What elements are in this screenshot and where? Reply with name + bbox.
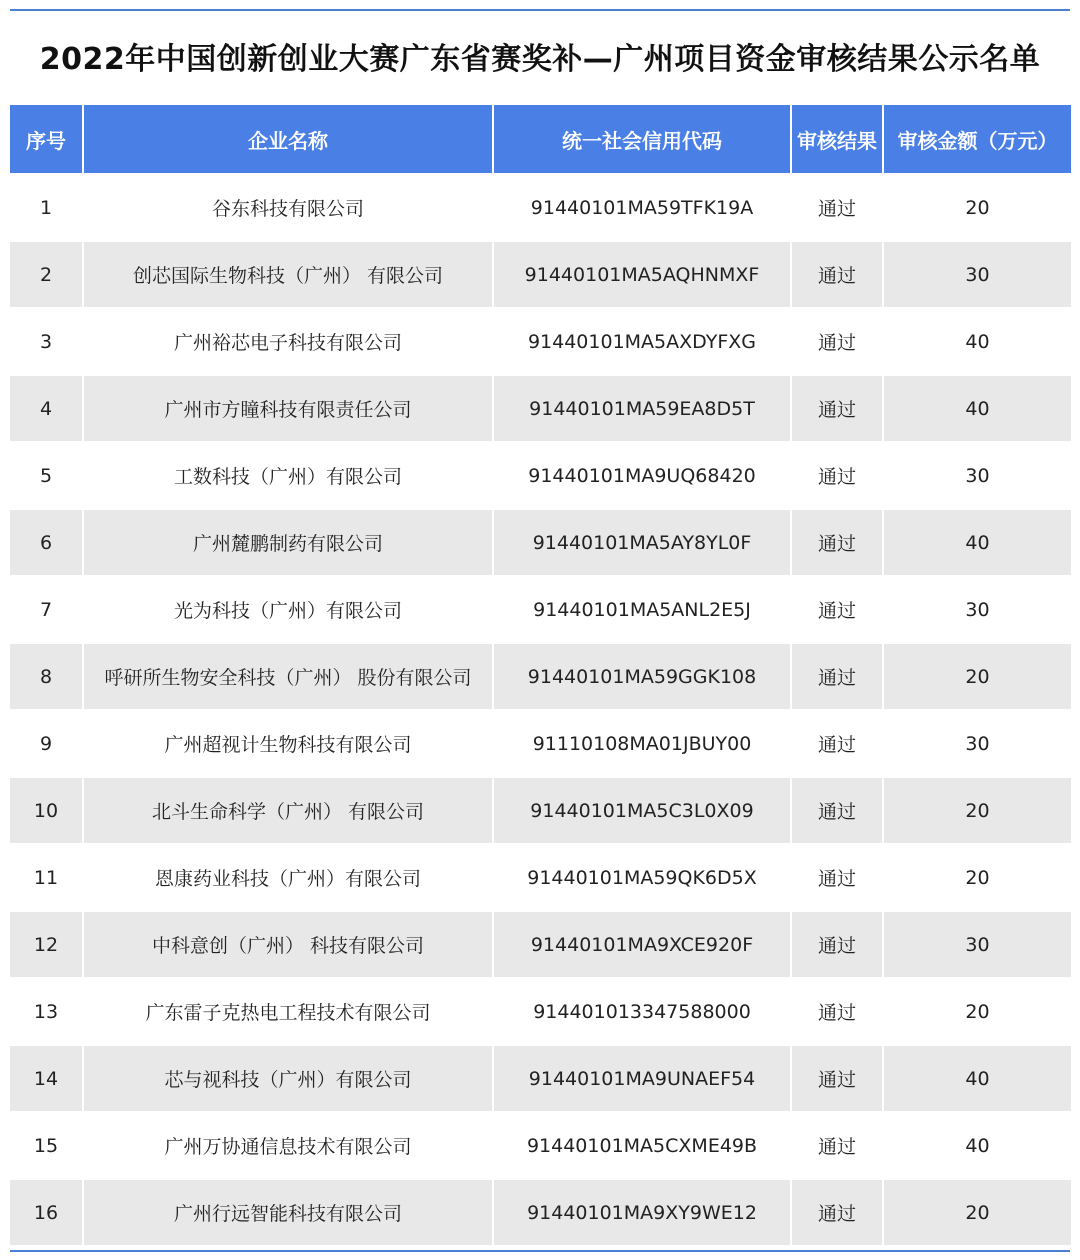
- table-row: [10, 710, 1071, 777]
- cell-credit-code: 91440101MA59TFK19A: [493, 174, 791, 241]
- cell-credit-code: 91440101MA9XCE920F: [493, 911, 791, 978]
- cell-company-name: 工数科技（广州）有限公司: [83, 442, 493, 509]
- cell-company-name: 芯与视科技（广州）有限公司: [83, 1045, 493, 1112]
- results-table: [10, 105, 1071, 1245]
- cell-approved-amount: 30: [883, 442, 1071, 509]
- cell-approved-amount: 40: [883, 509, 1071, 576]
- cell-index: 12: [10, 911, 83, 978]
- cell-approved-amount: 20: [883, 174, 1071, 241]
- cell-credit-code: 91440101MA9UQ68420: [493, 442, 791, 509]
- cell-company-name: 广东雷子克热电工程技术有限公司: [83, 978, 493, 1045]
- table-row: [10, 643, 1071, 710]
- cell-index: 16: [10, 1179, 83, 1245]
- cell-approved-amount: 40: [883, 1112, 1071, 1179]
- cell-index: 9: [10, 710, 83, 777]
- table-body: [10, 174, 1071, 1245]
- cell-company-name: 广州市方瞳科技有限责任公司: [83, 375, 493, 442]
- cell-review-result: 通过: [791, 844, 883, 911]
- table-row: [10, 978, 1071, 1045]
- cell-review-result: 通过: [791, 710, 883, 777]
- table-row: [10, 1045, 1071, 1112]
- cell-company-name: 恩康药业科技（广州）有限公司: [83, 844, 493, 911]
- table-row: [10, 174, 1071, 241]
- cell-review-result: 通过: [791, 509, 883, 576]
- cell-company-name: 光为科技（广州）有限公司: [83, 576, 493, 643]
- cell-approved-amount: 20: [883, 844, 1071, 911]
- cell-approved-amount: 30: [883, 911, 1071, 978]
- cell-review-result: 通过: [791, 911, 883, 978]
- cell-company-name: 广州超视计生物科技有限公司: [83, 710, 493, 777]
- cell-approved-amount: 30: [883, 576, 1071, 643]
- cell-review-result: 通过: [791, 241, 883, 308]
- cell-review-result: 通过: [791, 442, 883, 509]
- cell-credit-code: 91440101MA5ANL2E5J: [493, 576, 791, 643]
- table-row: [10, 1179, 1071, 1245]
- cell-company-name: 创芯国际生物科技（广州） 有限公司: [83, 241, 493, 308]
- cell-approved-amount: 30: [883, 241, 1071, 308]
- cell-index: 6: [10, 509, 83, 576]
- cell-approved-amount: 40: [883, 308, 1071, 375]
- cell-approved-amount: 20: [883, 1179, 1071, 1245]
- cell-company-name: 谷东科技有限公司: [83, 174, 493, 241]
- cell-index: 15: [10, 1112, 83, 1179]
- cell-company-name: 呼研所生物安全科技（广州） 股份有限公司: [83, 643, 493, 710]
- table-header-row: [10, 105, 1071, 174]
- cell-review-result: 通过: [791, 576, 883, 643]
- table-row: [10, 576, 1071, 643]
- page-title: 2022年中国创新创业大赛广东省赛奖补—广州项目资金审核结果公示名单: [39, 42, 1041, 77]
- table-row: [10, 1112, 1071, 1179]
- cell-company-name: 广州麓鹏制药有限公司: [83, 509, 493, 576]
- cell-approved-amount: 20: [883, 643, 1071, 710]
- cell-credit-code: 91440101MA5CXME49B: [493, 1112, 791, 1179]
- cell-review-result: 通过: [791, 1179, 883, 1245]
- cell-credit-code: 91440101MA59QK6D5X: [493, 844, 791, 911]
- cell-review-result: 通过: [791, 1045, 883, 1112]
- cell-review-result: 通过: [791, 174, 883, 241]
- cell-index: 14: [10, 1045, 83, 1112]
- cell-approved-amount: 20: [883, 978, 1071, 1045]
- cell-credit-code: 91440101MA9UNAEF54: [493, 1045, 791, 1112]
- cell-index: 13: [10, 978, 83, 1045]
- cell-approved-amount: 30: [883, 710, 1071, 777]
- column-header-code: 统一社会信用代码: [493, 105, 791, 174]
- cell-credit-code: 91440101MA5AXDYFXG: [493, 308, 791, 375]
- column-header-company: 企业名称: [83, 105, 493, 174]
- table-row: [10, 241, 1071, 308]
- cell-index: 8: [10, 643, 83, 710]
- cell-credit-code: 91440101MA5AY8YL0F: [493, 509, 791, 576]
- cell-approved-amount: 40: [883, 375, 1071, 442]
- cell-company-name: 广州行远智能科技有限公司: [83, 1179, 493, 1245]
- cell-credit-code: 914401013347588000: [493, 978, 791, 1045]
- cell-credit-code: 91440101MA59EA8D5T: [493, 375, 791, 442]
- top-divider: [10, 9, 1070, 11]
- cell-credit-code: 91440101MA9XY9WE12: [493, 1179, 791, 1245]
- cell-review-result: 通过: [791, 777, 883, 844]
- table-row: [10, 308, 1071, 375]
- cell-index: 2: [10, 241, 83, 308]
- table-row: [10, 442, 1071, 509]
- cell-company-name: 中科意创（广州） 科技有限公司: [83, 911, 493, 978]
- cell-approved-amount: 20: [883, 777, 1071, 844]
- cell-review-result: 通过: [791, 978, 883, 1045]
- table-row: [10, 777, 1071, 844]
- table-row: [10, 509, 1071, 576]
- cell-company-name: 北斗生命科学（广州） 有限公司: [83, 777, 493, 844]
- cell-review-result: 通过: [791, 643, 883, 710]
- bottom-divider: [10, 1250, 1070, 1252]
- cell-index: 1: [10, 174, 83, 241]
- column-header-amount: 审核金额（万元）: [883, 105, 1071, 174]
- cell-index: 5: [10, 442, 83, 509]
- cell-index: 10: [10, 777, 83, 844]
- cell-review-result: 通过: [791, 375, 883, 442]
- cell-approved-amount: 40: [883, 1045, 1071, 1112]
- table-row: [10, 844, 1071, 911]
- cell-company-name: 广州万协通信息技术有限公司: [83, 1112, 493, 1179]
- cell-credit-code: 91440101MA59GGK108: [493, 643, 791, 710]
- cell-index: 7: [10, 576, 83, 643]
- cell-credit-code: 91440101MA5C3L0X09: [493, 777, 791, 844]
- cell-index: 11: [10, 844, 83, 911]
- table-row: [10, 375, 1071, 442]
- cell-index: 3: [10, 308, 83, 375]
- column-header-result: 审核结果: [791, 105, 883, 174]
- cell-review-result: 通过: [791, 308, 883, 375]
- cell-review-result: 通过: [791, 1112, 883, 1179]
- cell-credit-code: 91110108MA01JBUY00: [493, 710, 791, 777]
- table-row: [10, 911, 1071, 978]
- cell-index: 4: [10, 375, 83, 442]
- cell-company-name: 广州裕芯电子科技有限公司: [83, 308, 493, 375]
- cell-credit-code: 91440101MA5AQHNMXF: [493, 241, 791, 308]
- column-header-index: 序号: [10, 105, 83, 174]
